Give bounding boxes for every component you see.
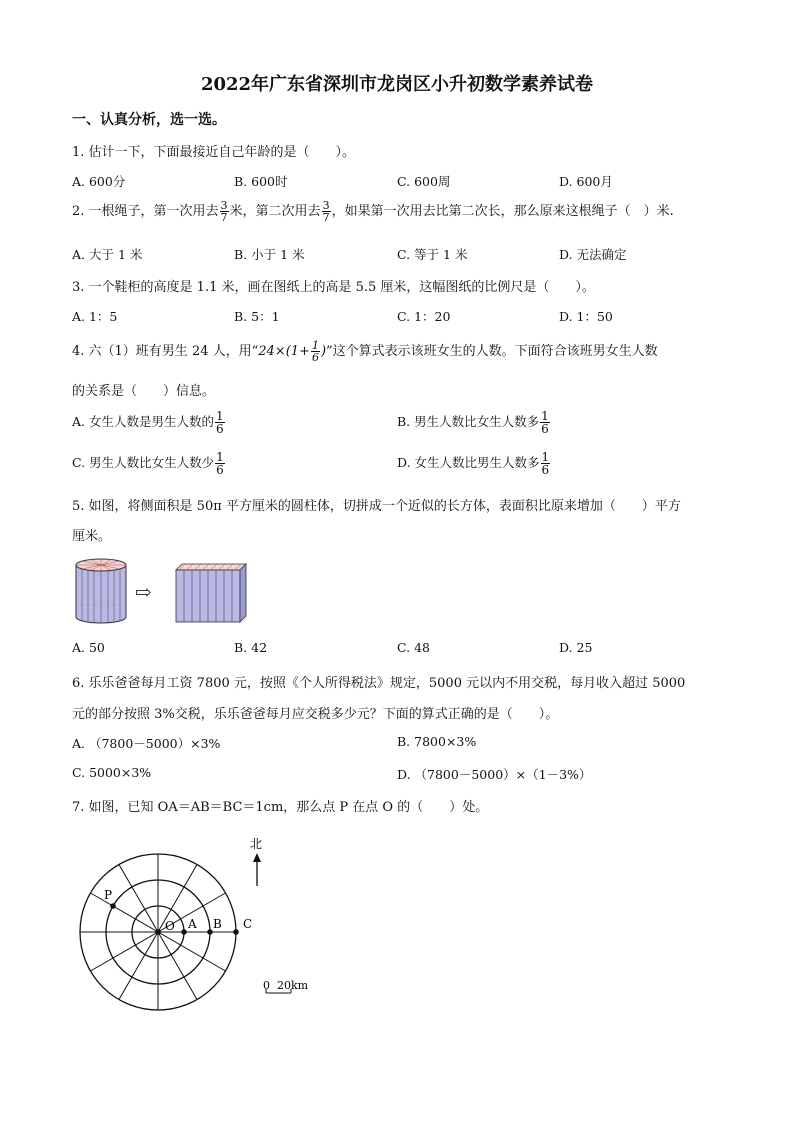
fraction-denominator: 6 [216, 463, 224, 477]
fraction-1-6 [215, 451, 225, 476]
page-title: 2022年广东省深圳市龙岗区小升初数学素养试卷 [200, 74, 594, 95]
north-label: 北 [250, 837, 263, 851]
fraction-denominator: 6 [541, 463, 550, 477]
option-text: D. 女生人数比男生人数多 [397, 455, 540, 470]
option-text: A. 女生人数是男生人数的 [72, 414, 214, 429]
fraction-denominator: 7 [322, 211, 330, 224]
label-c: C [243, 917, 253, 931]
arrow-right-icon: ⇨ [135, 580, 152, 604]
fraction-numerator: 1 [311, 339, 319, 352]
question-4-stem [72, 340, 658, 363]
q1-option-a[interactable]: A. 600分 [72, 174, 126, 189]
q4-option-a[interactable] [72, 410, 226, 435]
q4-option-c[interactable] [72, 451, 226, 476]
fraction-1-6 [311, 340, 320, 363]
scale-zero: 0 [263, 979, 270, 992]
q2-option-d[interactable]: D. 无法确定 [559, 247, 627, 262]
q1-option-d[interactable]: D. 600月 [559, 174, 613, 189]
question-5-stem-line2: 厘米。 [72, 529, 112, 544]
q3-option-b[interactable]: B. 5：1 [234, 309, 280, 324]
q6-option-c[interactable]: C. 5000×3% [72, 765, 152, 780]
q2-stem-c: ，如果第一次用去比第二次长，那么原来这根绳子（ ）米. [331, 204, 674, 219]
q6-option-b[interactable]: B. 7800×3% [397, 734, 477, 749]
fraction-numerator: 3 [220, 199, 228, 212]
fraction-numerator: 1 [541, 450, 550, 464]
q4-option-d[interactable] [397, 451, 551, 476]
label-o: O [165, 919, 175, 933]
question-3-stem: 3. 一个鞋柜的高度是 1.1 米，画在图纸上的高是 5.5 厘米，这幅图纸的比例尺是（ ）。 [72, 280, 595, 295]
point-p [110, 903, 116, 909]
fraction-numerator: 1 [216, 450, 224, 464]
q4-expression [258, 339, 327, 364]
section-heading: 一、认真分析，选一选。 [72, 112, 226, 128]
question-5-stem: 5. 如图，将侧面积是 50π 平方厘米的圆柱体，切拼成一个近似的长方体，表面积比原来增加（ ）平方 [72, 499, 681, 514]
q4-stem-b: ”这个算式表示该班女生的人数。下面符合该班男女生人数 [326, 344, 658, 359]
cylinder-to-cuboid-figure [72, 556, 252, 628]
label-a: A [188, 917, 197, 931]
q2-option-a[interactable]: A. 大于 1 米 [72, 247, 143, 262]
expression-part: 24×(1+ [258, 344, 310, 359]
fraction-1-6 [540, 410, 550, 435]
question-6-stem-line2: 元的部分按照 3%交税，乐乐爸爸每月应交税多少元？下面的算式正确的是（ ）。 [72, 707, 559, 722]
fraction-denominator: 7 [220, 211, 228, 224]
option-text: B. 男生人数比女生人数多 [397, 414, 540, 429]
fraction-numerator: 1 [215, 409, 224, 423]
option-text: C. 男生人数比女生人数少 [72, 455, 215, 470]
point-o [155, 929, 161, 935]
question-7-stem: 7. 如图，已知 OA＝AB＝BC＝1cm，那么点 P 在点 O 的（ ）处。 [72, 800, 489, 815]
fraction-3-7 [322, 200, 331, 223]
q2-stem-a: 2. 一根绳子，第一次用去 [72, 204, 219, 219]
q6-option-d[interactable]: D. （7800－5000）×（1－3%） [397, 767, 592, 782]
point-b [207, 929, 213, 935]
q1-option-c[interactable]: C. 600周 [397, 174, 451, 189]
label-b: B [213, 917, 222, 931]
fraction-denominator: 6 [311, 351, 319, 364]
fraction-3-7 [220, 200, 229, 223]
question-2-stem [72, 200, 674, 223]
polar-position-diagram [70, 830, 330, 1020]
north-arrow-icon [253, 853, 261, 886]
q1-option-b[interactable]: B. 600时 [234, 174, 288, 189]
fraction-numerator: 1 [541, 409, 549, 423]
point-c [233, 929, 239, 935]
label-p: P [104, 888, 113, 902]
scale-label: 20km [277, 979, 309, 992]
q6-option-a[interactable]: A. （7800－5000）×3% [72, 736, 221, 751]
q3-option-d[interactable]: D. 1：50 [559, 309, 613, 324]
question-1-stem: 1. 估计一下，下面最接近自己年龄的是（ ）。 [72, 145, 356, 160]
fraction-denominator: 6 [541, 422, 549, 436]
cuboid-icon [176, 564, 246, 622]
q4-stem-a: 4. 六（1）班有男生 24 人，用“ [72, 344, 259, 359]
point-a [181, 929, 187, 935]
question-4-stem-line2: 的关系是（ ）信息。 [72, 384, 216, 399]
q2-option-b[interactable]: B. 小于 1 米 [234, 247, 305, 262]
q4-option-b[interactable] [397, 410, 551, 435]
q5-option-c[interactable]: C. 48 [397, 640, 430, 655]
q5-option-a[interactable]: A. 50 [72, 640, 105, 655]
fraction-1-6 [541, 451, 551, 476]
q5-option-d[interactable]: D. 25 [559, 640, 593, 655]
q2-stem-b: 米，第二次用去 [229, 204, 321, 219]
fraction-denominator: 6 [215, 422, 224, 436]
q3-option-c[interactable]: C. 1：20 [397, 309, 451, 324]
cylinder-icon [76, 559, 126, 623]
fraction-numerator: 3 [322, 199, 330, 212]
expression-part: ) [320, 344, 327, 359]
fraction-1-6 [215, 410, 225, 435]
q3-option-a[interactable]: A. 1：5 [72, 309, 118, 324]
q2-option-c[interactable]: C. 等于 1 米 [397, 247, 468, 262]
question-6-stem: 6. 乐乐爸爸每月工资 7800 元，按照《个人所得税法》规定，5000 元以内不用交税，每月收入超过 5000 [72, 676, 686, 691]
q5-option-b[interactable]: B. 42 [234, 640, 268, 655]
